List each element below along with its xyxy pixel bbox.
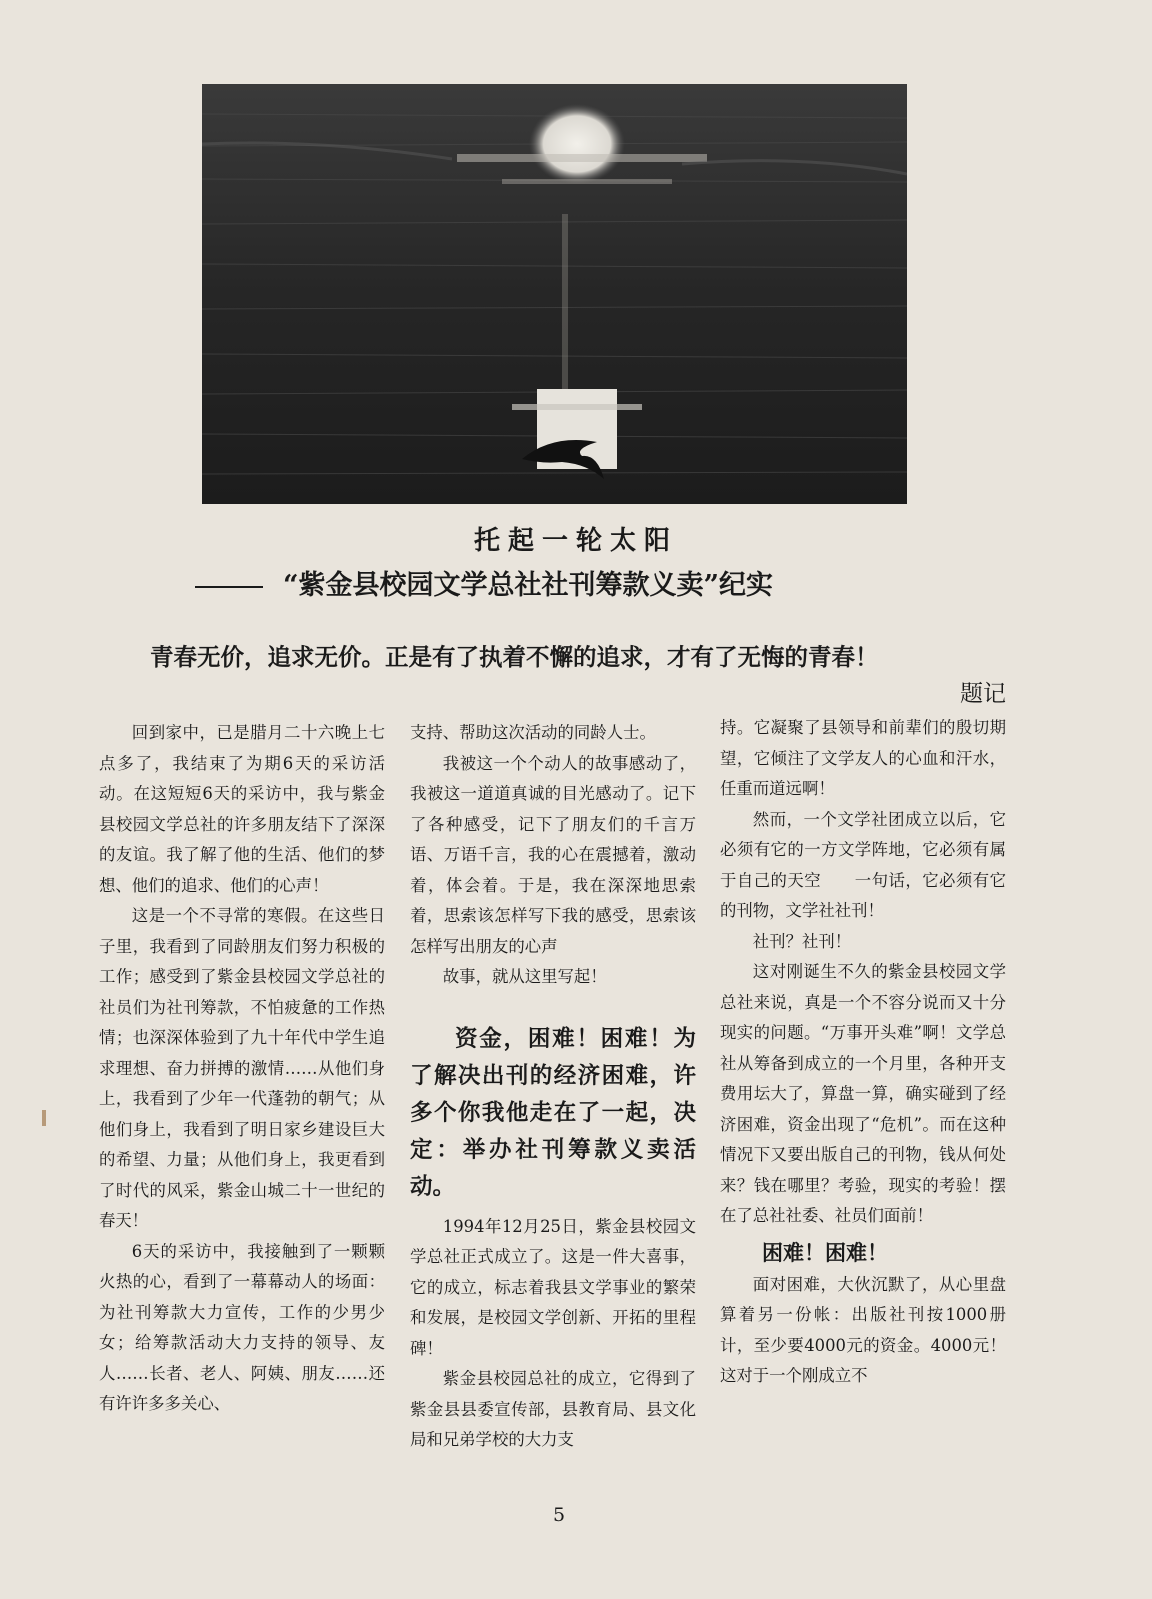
paragraph: 这是一个不寻常的寒假。在这些日子里，我看到了同龄朋友们努力积极的工作；感受到了紫金县校园文学总社的社员们为社刊筹款，不怕疲惫的工作热情；也深深体验到了九十年代中学生追求理想、奋力拼搏的激情……从他们身上，我看到了少年一代蓬勃的朝气；从他们身上，我看到了明日家乡建设巨大的希望、力量；从他们身上，我更看到了时代的风采，紫金山城二十一世纪的春天！ xyxy=(99,906,385,1230)
paper-stain xyxy=(42,1110,46,1126)
section-heading: 困难！困难！ xyxy=(762,1240,888,1265)
paragraph: 支持、帮助这次活动的同龄人士。 xyxy=(410,723,656,742)
paragraph: 社刊？社刊！ xyxy=(752,931,852,951)
paragraph: 紫金县校园总社的成立，它得到了紫金县县委宣传部，县教育局、县文化局和兄弟学校的大力支 xyxy=(410,1369,696,1449)
paragraph: 持。它凝聚了县领导和前辈们的殷切期望，它倾注了文学友人的心血和汗水，任重而道远啊！ xyxy=(720,718,1006,798)
section-heading: 资金，困难！困难！为了解决出刊的经济困难，许多个你我他走在了一起，决定：举办社刊筹款义卖活动。 xyxy=(410,1025,696,1200)
article-title: 托起一轮太阳 xyxy=(473,526,678,556)
paragraph: 1994年12月25日，紫金县校园文学总社正式成立了。这是一件大喜事，它的成立，标志着我县文学事业的繁荣和发展，是校园文学创新、开拓的里程碑！ xyxy=(410,1216,696,1358)
text-column-1 xyxy=(99,718,385,1420)
em-dash-rule xyxy=(195,586,263,588)
paragraph: 故事，就从这里写起！ xyxy=(442,967,607,986)
paragraph: 面对困难，大伙沉默了，从心里盘算着另一份帐：出版社刊按1000册计，至少要4000元的资金。4000元！这对于一个刚成立不 xyxy=(720,1274,1006,1385)
paragraph: 回到家中，已是腊月二十六晚上七点多了，我结束了为期6天的采访活动。在这短短6天的采访中，我与紫金县校园文学总社的许多朋友结下了深深的友谊。我了解了他的生活、他们的梦想、他们的追求、他们的心声！ xyxy=(99,723,385,895)
sunrise-photo xyxy=(202,84,907,504)
text-column-3 xyxy=(720,713,1006,1392)
article-subtitle-text: “紫金县校园文学总社社刊筹款义卖”纪实 xyxy=(283,570,774,601)
text-column-2 xyxy=(410,718,696,1456)
page-number: 5 xyxy=(552,1504,566,1526)
epigraph: 青春无价，追求无价。正是有了执着不懈的追求，才有了无悔的青春！ xyxy=(150,643,879,671)
paragraph: 6天的采访中，我接触到了一颗颗火热的心，看到了一幕幕动人的场面：为社刊筹款大力宣传，工作的少男少女；给筹款活动大力支持的领导、友人……长者、老人、阿姨、朋友……还有许许多多关心、 xyxy=(99,1241,385,1413)
article-subtitle xyxy=(195,563,955,602)
paragraph: 这对刚诞生不久的紫金县校园文学总社来说，真是一个不容分说而又十分现实的问题。“万事开头难”啊！文学总社从筹备到成立的一个月里，各种开支费用坛大了，算盘一算，确实碰到了经济困难，资金出现了“危机”。而在这种情况下又要出版自己的刊物，钱从何处来？钱在哪里？考验，现实的考验！摆在了总社社委、社员们面前！ xyxy=(720,962,1006,1225)
paragraph: 我被这一个个动人的故事感动了，我被这一道道真诚的目光感动了。记下了各种感受，记下了朋友们的千言万语、万语千言，我的心在震撼着，激动着，体会着。于是，我在深深地思索着，思索该怎样写下我的感受，思索该怎样写出朋友的心声 xyxy=(410,753,696,956)
epigraph-label: 题记 xyxy=(960,681,1006,707)
paragraph: 然而，一个文学社团成立以后，它必须有它的一方文学阵地，它必须有属于自己的天空 一句话，它必须有它的刊物，文学社社刊！ xyxy=(720,809,1006,920)
photo-illustration xyxy=(202,84,907,504)
